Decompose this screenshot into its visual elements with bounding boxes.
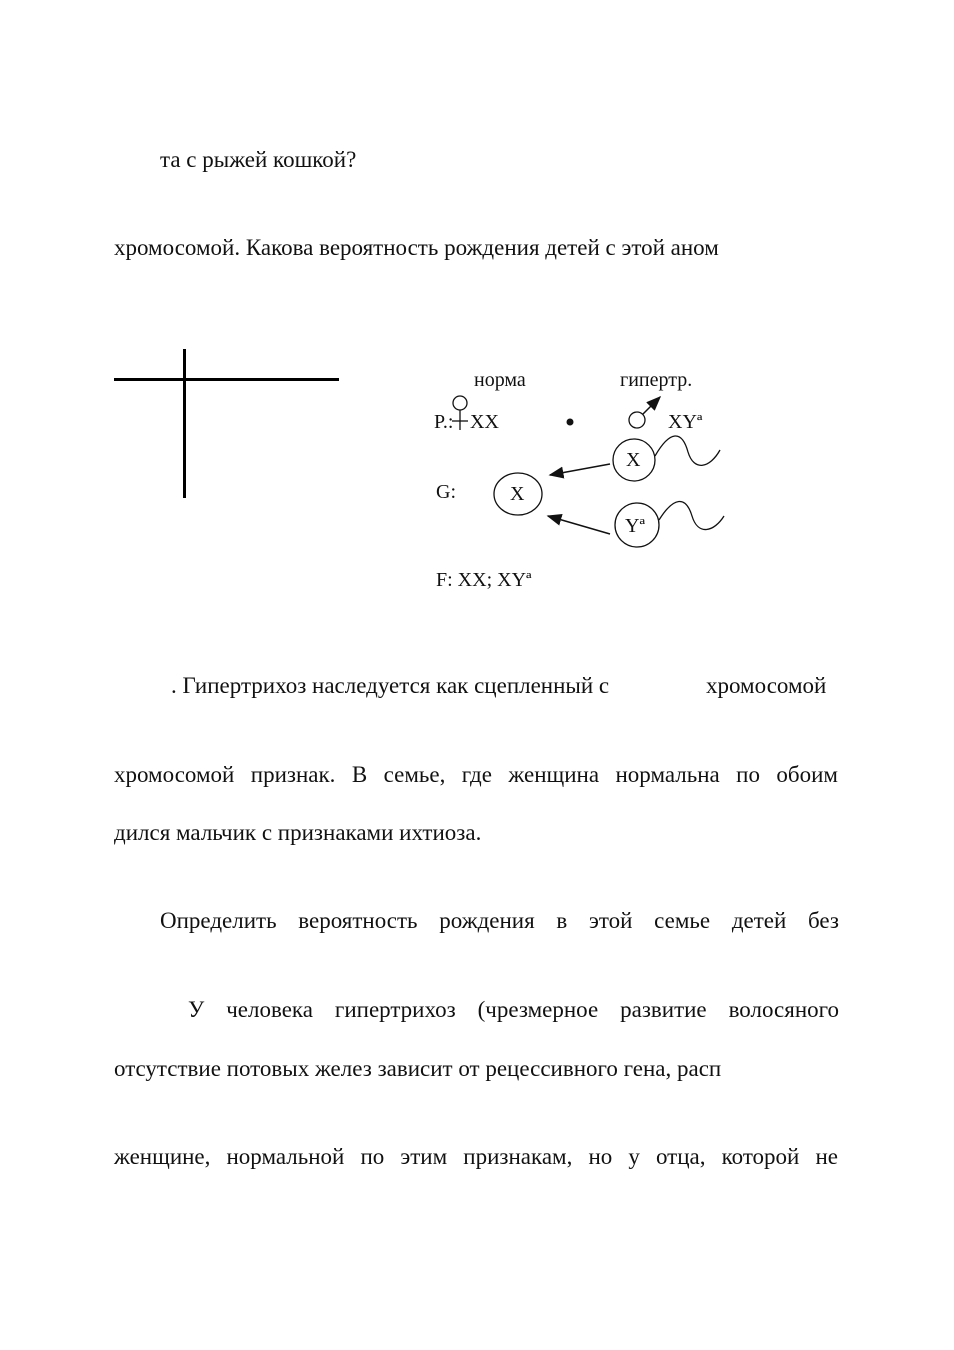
cross-vertical-line [183, 349, 186, 498]
g-label: G: [436, 481, 456, 503]
p-female-genotype: XX [470, 411, 499, 433]
text-line-8: отсутствие потовых желез зависит от рецессивного гена, расп [114, 1056, 722, 1081]
male-symbol-icon [629, 397, 660, 428]
genetics-diagram-svg [420, 360, 740, 600]
sperm-x-label: X [626, 449, 641, 471]
f-line: F: XX; XYª [436, 569, 532, 591]
label-norm: норма [474, 369, 526, 391]
cross-dot [567, 419, 574, 426]
text-line-3b: хромосомой [706, 673, 827, 698]
genetics-diagram [420, 360, 740, 600]
text-line-3a: . Гипертрихоз наследуется как сцепленный с [171, 673, 610, 698]
text-line-6: Определить вероятность рождения в этой семье детей без [160, 908, 839, 933]
female-symbol-icon [452, 396, 468, 430]
sperm-y-label: Yª [625, 515, 645, 537]
arrow-y-to-egg [548, 516, 610, 534]
text-line-1: та с рыжей кошкой? [160, 147, 357, 172]
p-prefix: P.: [434, 411, 454, 433]
label-hyper: гипертр. [620, 369, 693, 391]
text-line-9: женщине, нормальной по этим признакам, но у отца, которой не [114, 1144, 838, 1169]
arrow-x-to-egg [550, 464, 610, 475]
text-line-5: дился мальчик с признаками ихтиоза. [114, 820, 482, 845]
egg-label: X [510, 483, 525, 505]
text-line-2: хромосомой. Какова вероятность рождения детей с этой аном [114, 235, 719, 260]
p-male-genotype: XYª [668, 411, 703, 433]
text-line-7: У человека гипертрихоз (чрезмерное развитие волосяного [188, 997, 839, 1022]
text-line-4: хромосомой признак. В семье, где женщина нормальна по обоим [114, 762, 838, 787]
cross-horizontal-line [114, 378, 339, 381]
